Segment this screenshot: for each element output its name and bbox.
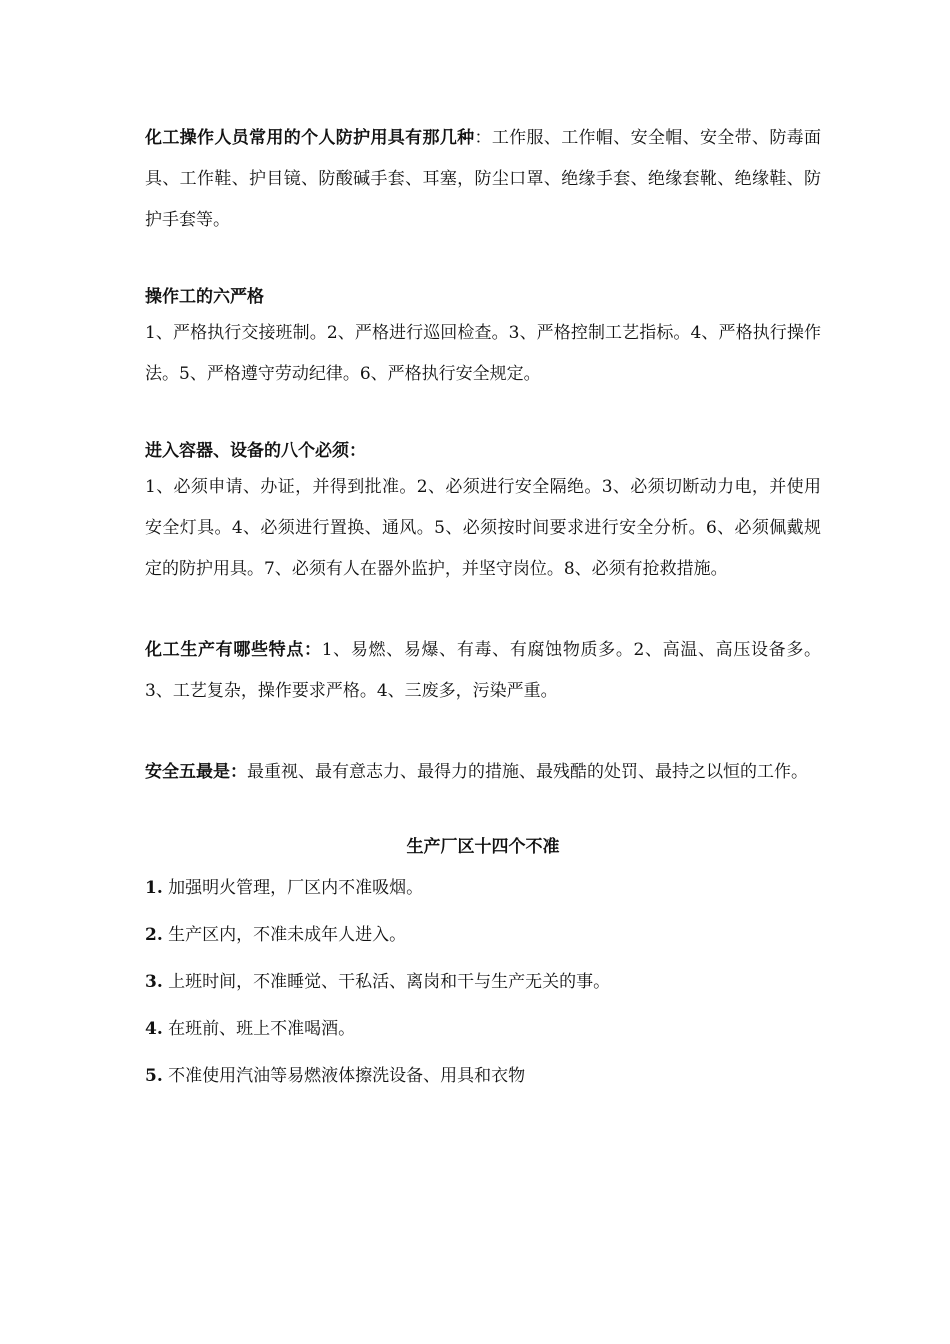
document-page <box>145 118 821 1100</box>
eight-musts-text: 1、必须申请、办证，并得到批准。2、必须进行安全隔绝。3、必须切断动力电，并使用安全灯具。4、必须进行置换、通风。5、必须按时间要求进行安全分析。6、必须佩戴规定的防护用具。7、必须有人在器外监护，并坚守岗位。8、必须有抢救措施。 <box>145 477 821 579</box>
protective-equipment-label: 化工操作人员常用的个人防护用具有那几种 <box>145 128 475 148</box>
production-features-paragraph <box>145 630 821 712</box>
rule-number: 2. <box>145 925 163 945</box>
list-item <box>145 959 821 1006</box>
rule-number: 3. <box>145 972 163 992</box>
label-separator: ： <box>474 128 492 148</box>
rule-text: 上班时间，不准睡觉、干私活、离岗和干与生产无关的事。 <box>168 972 611 992</box>
prohibitions-list <box>145 865 821 1100</box>
rule-text: 不准使用汽油等易燃液体擦洗设备、用具和衣物 <box>168 1066 526 1086</box>
protective-equipment-paragraph <box>145 118 821 241</box>
eight-musts-heading: 进入容器、设备的八个必须： <box>145 441 366 461</box>
rule-number: 5. <box>145 1066 163 1086</box>
spacer <box>145 793 821 829</box>
rule-text: 生产区内，不准未成年人进入。 <box>168 925 407 945</box>
production-features-text: 1、易燃、易爆、有毒、有腐蚀物质多。2、高温、高压设备多。3、工艺复杂，操作要求严格。4、三废多，污染严重。 <box>145 640 822 701</box>
rule-text: 加强明火管理，厂区内不准吸烟。 <box>168 878 424 898</box>
production-features-label: 化工生产有哪些特点： <box>145 640 322 660</box>
six-strict-heading: 操作工的六严格 <box>145 287 264 307</box>
list-item <box>145 1053 821 1100</box>
list-item <box>145 1006 821 1053</box>
protective-equipment-text: 工作服、工作帽、安全帽、安全带、防毒面具、工作鞋、护目镜、防酸碱手套、耳塞，防尘口罩、绝缘手套、绝缘套靴、绝缘鞋、防护手套等。 <box>145 128 822 230</box>
five-most-text: 最重视、最有意志力、最得力的措施、最残酷的处罚、最持之以恒的工作。 <box>247 762 808 782</box>
list-item <box>145 912 821 959</box>
spacer <box>145 590 821 630</box>
list-item <box>145 865 821 912</box>
five-most-label: 安全五最是： <box>145 762 247 782</box>
spacer <box>145 395 821 435</box>
spacer <box>145 241 821 281</box>
rule-number: 1. <box>145 878 163 898</box>
rule-text: 在班前、班上不准喝酒。 <box>168 1019 356 1039</box>
fourteen-prohibitions-title: 生产厂区十四个不准 <box>406 837 560 857</box>
six-strict-text: 1、严格执行交接班制。2、严格进行巡回检查。3、严格控制工艺指标。4、严格执行操作法。5、严格遵守劳动纪律。6、严格执行安全规定。 <box>145 323 821 384</box>
rule-number: 4. <box>145 1019 163 1039</box>
spacer <box>145 712 821 752</box>
five-most-paragraph <box>145 752 821 793</box>
